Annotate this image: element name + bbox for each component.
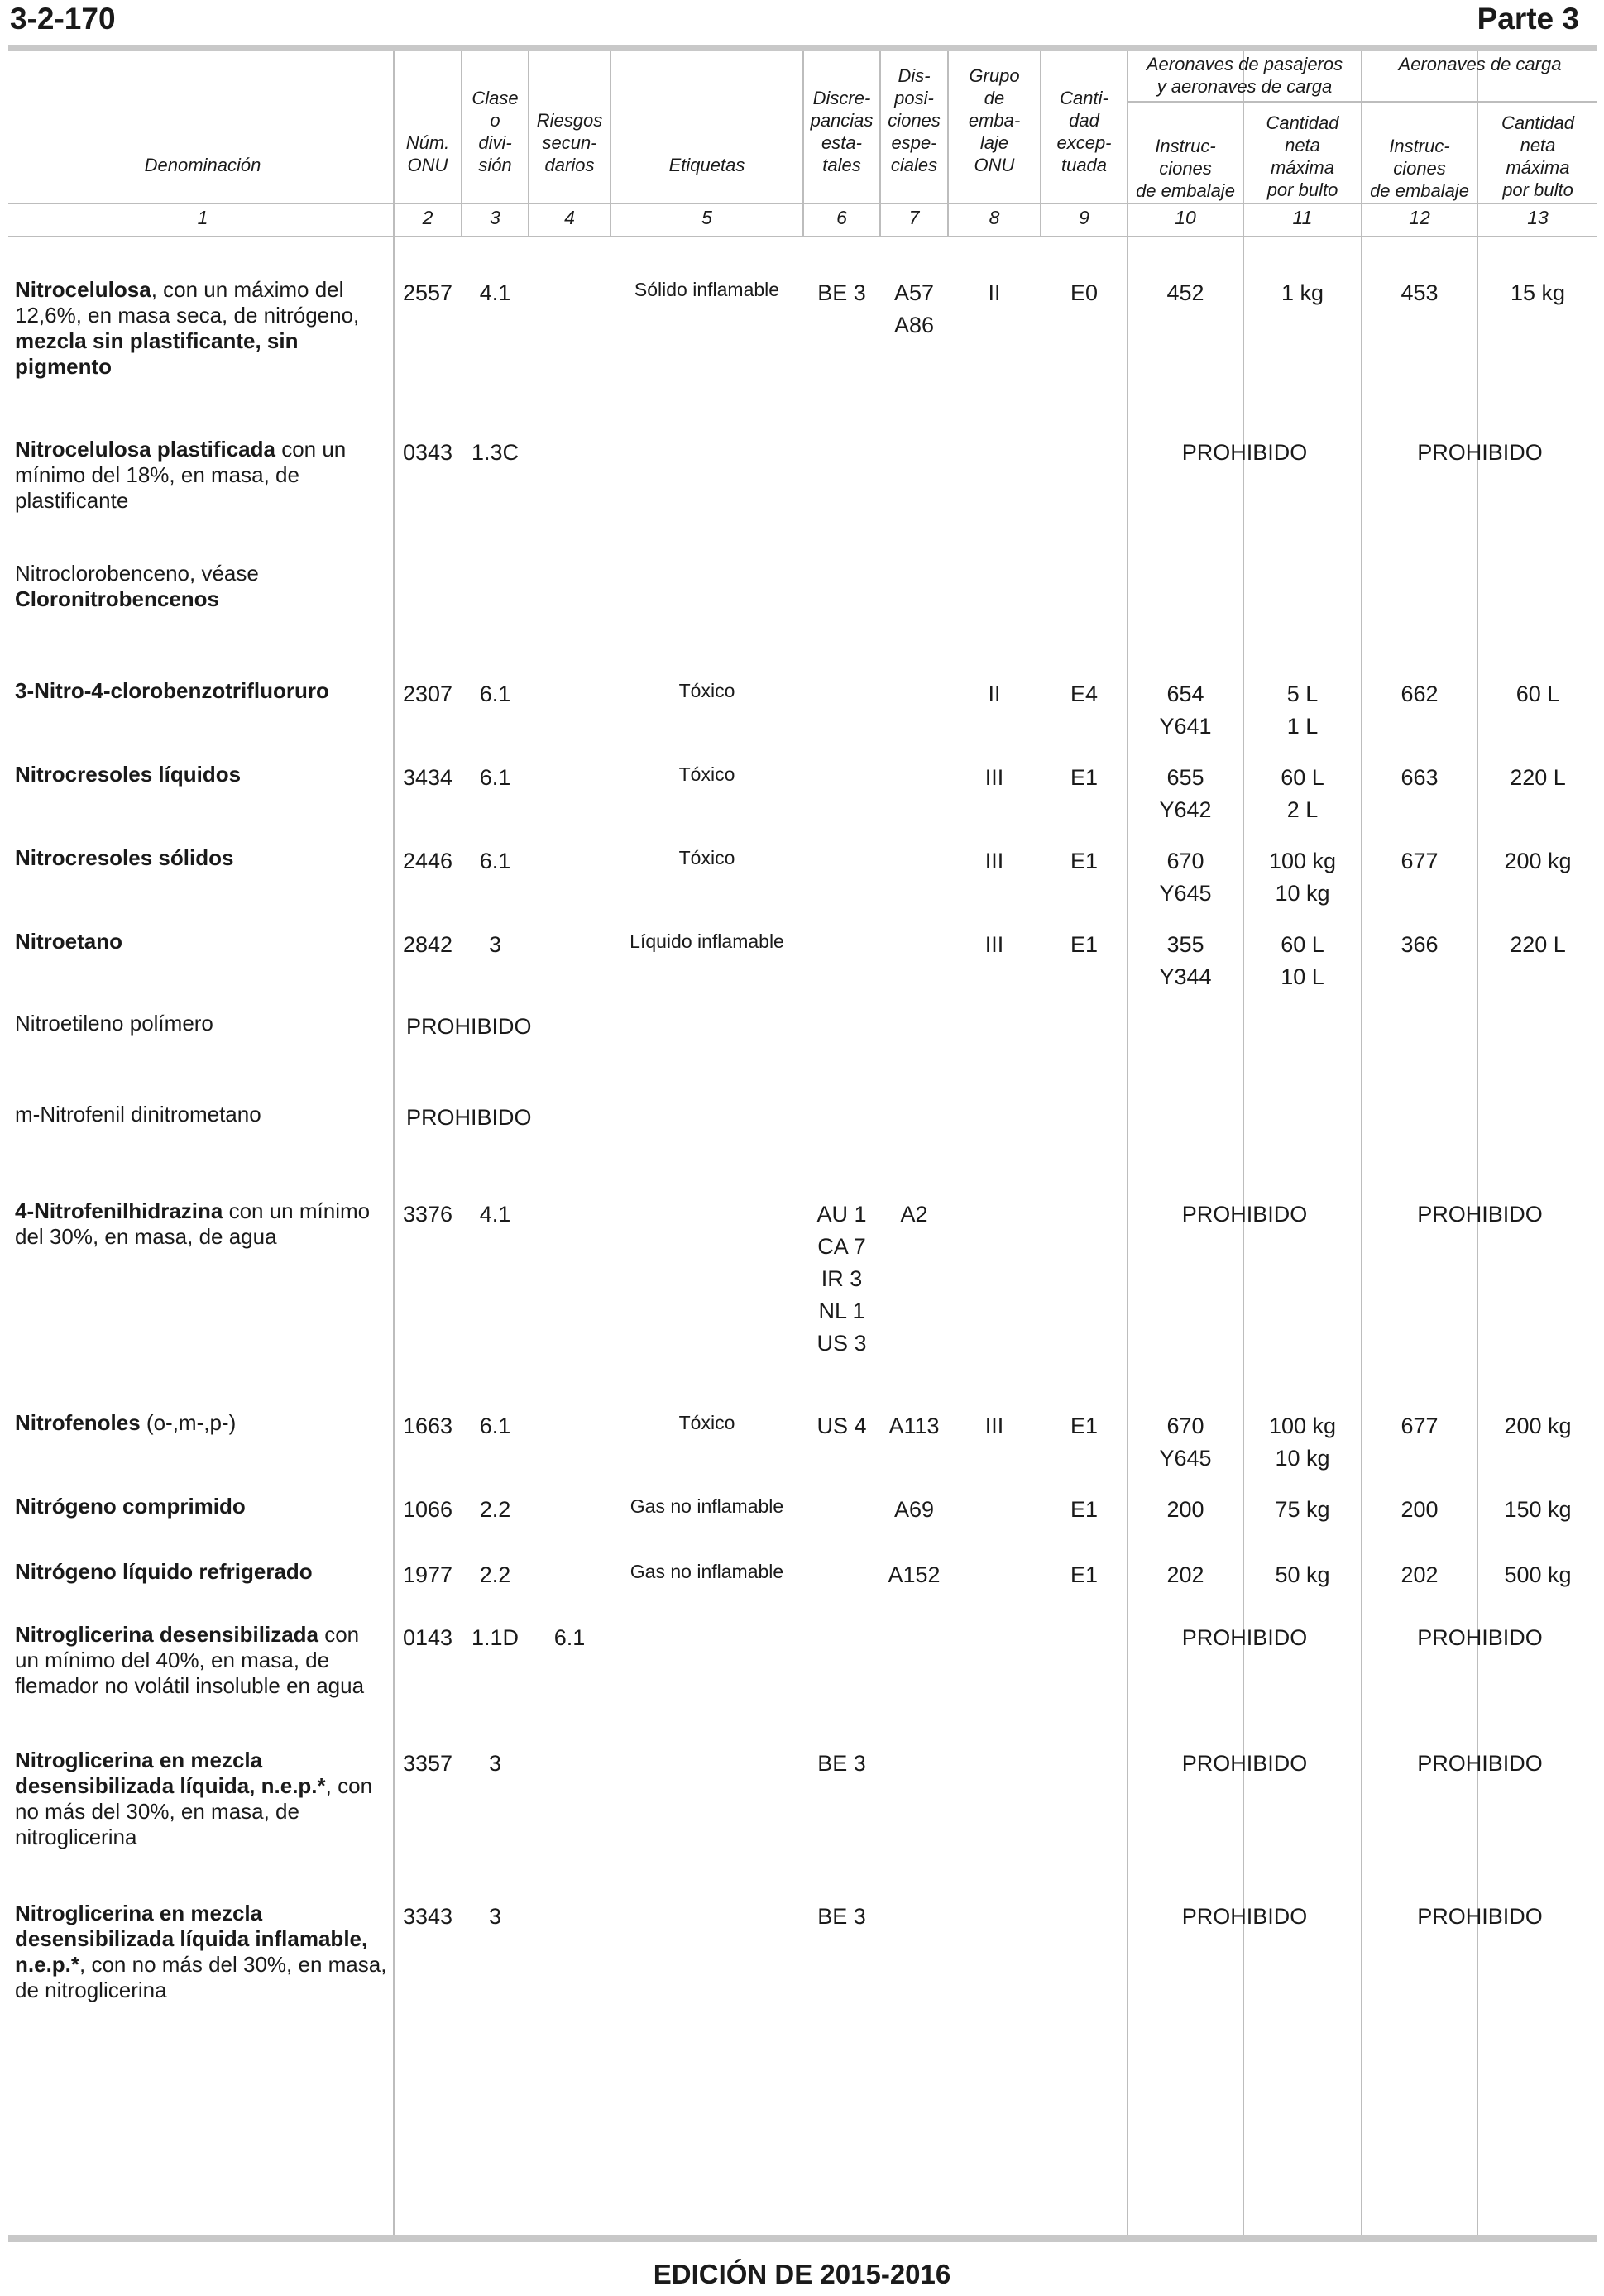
cell-cargo-instr: 677 — [1401, 1413, 1439, 1438]
cell-label: Tóxico — [678, 680, 735, 701]
cell-class: 6.1 — [479, 765, 511, 790]
header-pax-max-qty: Cantidad neta máxima por bulto — [1266, 112, 1339, 200]
cell-eq: E1 — [1070, 1562, 1099, 1587]
cell-un: 1663 — [402, 1413, 453, 1438]
prohibited-text: PROHIBIDO — [1417, 1751, 1543, 1776]
substance-name-part: con un mínimo del 30%, en masa, de agua — [15, 1198, 371, 1249]
cell-eq: E4 — [1070, 682, 1099, 706]
cell-eq: E1 — [1070, 1413, 1099, 1438]
prohibited-text: PROHIBIDO — [1181, 1751, 1308, 1776]
cell-pg: III — [984, 765, 1004, 790]
header-special-provisions: Dis- posi- ciones espe- ciales — [888, 65, 941, 175]
cell-disc: BE 3 — [817, 1751, 866, 1776]
footer-edition: EDICIÓN DE 2015-2016 — [653, 2259, 951, 2289]
header-packing-group: Grupo de emba- laje ONU — [968, 65, 1021, 175]
cell-special: A113 — [888, 1413, 940, 1438]
prohibited-text: PROHIBIDO — [1181, 1625, 1308, 1650]
substance-name-part: Nitroglicerina en mezcla desensibilizada líquida, n.e.p.* — [15, 1748, 326, 1798]
substance-name-part: Nitrocelulosa — [15, 277, 151, 302]
cell-un: 0343 — [402, 440, 453, 465]
cell-un: 3343 — [402, 1904, 453, 1929]
cell-un: 3376 — [402, 1202, 453, 1227]
substance-name-part: con un mínimo del 18%, en masa, de plastificante — [15, 437, 347, 513]
substance-name — [15, 437, 387, 514]
substance-name — [15, 1559, 387, 1585]
substance-name-part: Nitrofenoles — [15, 1410, 141, 1435]
top-rule — [8, 45, 1597, 51]
substance-name — [15, 1748, 387, 1850]
cell-cargo-instr: 663 — [1401, 765, 1439, 790]
cell-class: 3 — [488, 1904, 502, 1929]
substance-name — [15, 1622, 387, 1699]
prohibited-text: PROHIBIDO — [1181, 1202, 1308, 1227]
substance-name-part: Nitrógeno líquido refrigerado — [15, 1559, 313, 1584]
header-denominacion: Denominación — [144, 155, 261, 175]
cell-label: Sólido inflamable — [634, 279, 780, 300]
cell-eq: E1 — [1070, 932, 1099, 957]
column-number: 3 — [490, 207, 500, 228]
cell-pax-instr: 670 Y645 — [1159, 849, 1212, 906]
cell-class: 6.1 — [479, 1413, 511, 1438]
cell-eq: E0 — [1070, 280, 1099, 305]
part-title: Parte 3 — [1477, 2, 1579, 36]
header-state-variations: Discre- pancias esta- tales — [810, 88, 874, 175]
substance-name-part: , con un máximo del 12,6%, en masa seca, de nitrógeno, — [15, 277, 360, 328]
cell-un: 1977 — [402, 1562, 453, 1587]
cell-class: 2.2 — [479, 1497, 511, 1522]
prohibited-text: PROHIBIDO — [406, 1014, 532, 1039]
cell-pax-qty: 100 kg 10 kg — [1268, 1413, 1337, 1471]
cell-label: Gas no inflamable — [630, 1561, 784, 1582]
cell-un: 3434 — [402, 765, 453, 790]
substance-name-part: , con no más del 30%, en masa, de nitroglicerina — [15, 1773, 373, 1849]
header-pax-instructions: Instruc- ciones de embalaje — [1136, 136, 1235, 201]
substance-name-part: Nitroetano — [15, 929, 122, 954]
substance-name-part: Nitroclorobenceno, véase — [15, 561, 259, 586]
substance-name — [15, 1011, 387, 1036]
cell-class: 4.1 — [479, 1202, 511, 1227]
substance-name-part: Cloronitrobencenos — [15, 586, 220, 611]
substance-name-part: con un mínimo del 40%, en masa, de flemador no volátil insoluble en agua — [15, 1622, 365, 1698]
cell-cargo-qty: 15 kg — [1510, 280, 1566, 305]
cell-cargo-instr: 677 — [1401, 849, 1439, 873]
cell-disc: US 4 — [816, 1413, 867, 1438]
substance-name — [15, 277, 387, 380]
column-number: 2 — [422, 207, 433, 228]
cell-eq: E1 — [1070, 765, 1099, 790]
column-number: 12 — [1409, 207, 1430, 228]
substance-name-part: 4-Nitrofenilhidrazina — [15, 1198, 223, 1223]
cell-label: Líquido inflamable — [630, 930, 784, 952]
cell-label: Gas no inflamable — [630, 1495, 784, 1517]
substance-name-part: Nitrocresoles líquidos — [15, 762, 242, 787]
cell-pax-instr: 670 Y645 — [1159, 1413, 1212, 1471]
cell-pax-instr: 355 Y344 — [1159, 932, 1212, 989]
header-group-passenger: Aeronaves de pasajeros y aeronaves de carga — [1146, 54, 1343, 97]
prohibited-text: PROHIBIDO — [1181, 440, 1308, 465]
header-labels: Etiquetas — [668, 155, 745, 175]
cell-cargo-instr: 200 — [1401, 1497, 1439, 1522]
cell-pax-instr: 452 — [1166, 280, 1204, 305]
prohibited-text: PROHIBIDO — [1417, 1202, 1543, 1227]
header-group-cargo: Aeronaves de carga — [1398, 54, 1562, 74]
cell-pax-qty: 60 L 10 L — [1281, 932, 1324, 989]
cell-disc: AU 1 CA 7 IR 3 NL 1 US 3 — [816, 1202, 867, 1356]
cell-cargo-qty: 150 kg — [1504, 1497, 1572, 1522]
cell-special: A2 — [900, 1202, 928, 1227]
substance-name — [15, 762, 387, 787]
header-class: Clase o divi- sión — [472, 88, 519, 175]
substance-name-part: Nitroetileno polímero — [15, 1011, 213, 1036]
cell-class: 3 — [488, 932, 502, 957]
cell-cargo-instr: 366 — [1401, 932, 1439, 957]
cell-special: A152 — [888, 1562, 941, 1587]
cell-class: 3 — [488, 1751, 502, 1776]
column-number: 10 — [1175, 207, 1196, 228]
group-underline — [1127, 101, 1597, 103]
column-number: 6 — [836, 207, 847, 228]
header-underline — [8, 203, 1597, 204]
substance-name-part: 3-Nitro-4-clorobenzotrifluoruro — [15, 678, 329, 703]
cell-class: 1.3C — [471, 440, 520, 465]
cell-un: 3357 — [402, 1751, 453, 1776]
column-number: 9 — [1079, 207, 1089, 228]
bottom-rule — [8, 2235, 1597, 2242]
column-number: 8 — [989, 207, 1000, 228]
substance-name — [15, 1901, 387, 2003]
cell-pax-instr: 654 Y641 — [1159, 682, 1212, 739]
cell-cargo-qty: 220 L — [1510, 932, 1566, 957]
cell-pax-qty: 5 L 1 L — [1286, 682, 1319, 739]
header-excepted-qty: Canti- dad excep- tuada — [1056, 88, 1112, 175]
header-cargo-instructions: Instruc- ciones de embalaje — [1370, 136, 1469, 201]
cell-label: Tóxico — [678, 763, 735, 785]
prohibited-text: PROHIBIDO — [406, 1105, 532, 1130]
column-number: 11 — [1292, 207, 1313, 228]
cell-pax-qty: 75 kg — [1275, 1497, 1330, 1522]
prohibited-text: PROHIBIDO — [1417, 1904, 1543, 1929]
column-number: 5 — [701, 207, 712, 228]
cell-eq: E1 — [1070, 849, 1099, 873]
cell-cargo-qty: 200 kg — [1504, 849, 1572, 873]
cell-class: 6.1 — [479, 682, 511, 706]
cell-cargo-instr: 453 — [1401, 280, 1439, 305]
substance-name — [15, 845, 387, 871]
cell-disc: BE 3 — [817, 280, 866, 305]
prohibited-text: PROHIBIDO — [1417, 1625, 1543, 1650]
cell-special: A57 A86 — [893, 280, 935, 337]
cell-pax-instr: 202 — [1166, 1562, 1204, 1587]
cell-un: 2446 — [402, 849, 453, 873]
cell-pg: II — [988, 682, 1001, 706]
column-number: 13 — [1527, 207, 1549, 228]
header-underline — [8, 236, 1597, 237]
substance-name — [15, 1102, 387, 1127]
cell-label: Tóxico — [678, 1412, 735, 1433]
cell-cargo-qty: 220 L — [1510, 765, 1566, 790]
substance-name — [15, 1198, 387, 1250]
cell-pax-qty: 1 kg — [1281, 280, 1324, 305]
substance-name — [15, 678, 387, 704]
cell-cargo-qty: 500 kg — [1504, 1562, 1572, 1587]
substance-name-part: Nitrógeno comprimido — [15, 1494, 246, 1519]
substance-name-part: Nitrocresoles sólidos — [15, 845, 234, 870]
prohibited-text: PROHIBIDO — [1181, 1904, 1308, 1929]
substance-name — [15, 561, 387, 612]
substance-name-part: mezcla sin plastificante, sin pigmento — [15, 328, 299, 379]
cell-pg: III — [984, 1413, 1004, 1438]
cell-cargo-qty: 60 L — [1515, 682, 1560, 706]
cell-sec: 6.1 — [553, 1625, 586, 1650]
cell-pax-instr: 200 — [1166, 1497, 1204, 1522]
substance-name-part: Nitrocelulosa plastificada — [15, 437, 275, 462]
cell-un: 2842 — [402, 932, 453, 957]
cell-cargo-qty: 200 kg — [1504, 1413, 1572, 1438]
prohibited-text: PROHIBIDO — [1417, 440, 1543, 465]
substance-name-part: Nitroglicerina desensibilizada — [15, 1622, 318, 1647]
substance-name-part: (o-,m-,p-) — [140, 1410, 237, 1435]
cell-class: 1.1D — [471, 1625, 520, 1650]
cell-cargo-instr: 202 — [1401, 1562, 1439, 1587]
cell-class: 4.1 — [479, 280, 511, 305]
cell-pg: III — [984, 932, 1004, 957]
column-number: 4 — [564, 207, 575, 228]
cell-disc: BE 3 — [817, 1904, 866, 1929]
cell-label: Tóxico — [678, 847, 735, 868]
substance-name — [15, 1494, 387, 1519]
cell-un: 1066 — [402, 1497, 453, 1522]
cell-class: 6.1 — [479, 849, 511, 873]
cell-eq: E1 — [1070, 1497, 1099, 1522]
page-number: 3-2-170 — [10, 2, 116, 36]
cell-pg: II — [988, 280, 1001, 305]
cell-pax-qty: 50 kg — [1275, 1562, 1330, 1587]
column-number: 1 — [197, 207, 208, 228]
substance-name — [15, 1410, 387, 1436]
header-secondary-risk: Riesgos secun- darios — [536, 110, 603, 175]
column-number: 7 — [908, 207, 920, 228]
header-un-number: Núm. ONU — [405, 132, 450, 175]
cell-class: 2.2 — [479, 1562, 511, 1587]
cell-un: 2307 — [402, 682, 453, 706]
cell-un: 0143 — [402, 1625, 453, 1650]
cell-pax-instr: 655 Y642 — [1159, 765, 1212, 822]
header-cargo-max-qty: Cantidad neta máxima por bulto — [1501, 112, 1575, 200]
cell-pg: III — [984, 849, 1004, 873]
substance-name-part: m-Nitrofenil dinitrometano — [15, 1102, 261, 1126]
substance-name-part: , con no más del 30%, en masa, de nitroglicerina — [15, 1952, 387, 2002]
cell-pax-qty: 60 L 2 L — [1281, 765, 1324, 822]
cell-pax-qty: 100 kg 10 kg — [1268, 849, 1337, 906]
substance-name — [15, 929, 387, 954]
cell-cargo-instr: 662 — [1401, 682, 1439, 706]
substance-name-part: Nitroglicerina en mezcla desensibilizada líquida inflamable, n.e.p.* — [15, 1901, 368, 1977]
cell-special: A69 — [893, 1497, 935, 1522]
cell-un: 2557 — [402, 280, 453, 305]
